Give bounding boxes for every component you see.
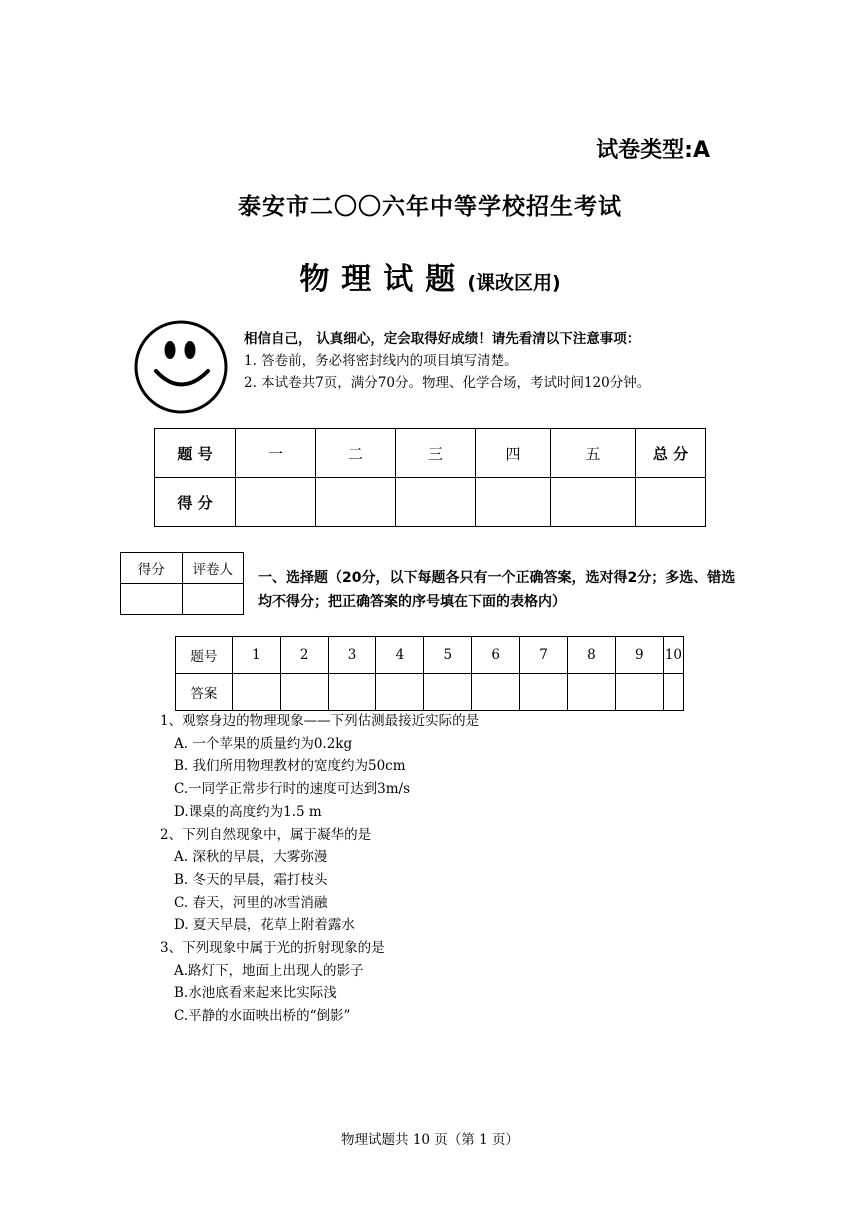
grader-name-cell[interactable] xyxy=(182,584,244,615)
smiley-face-icon xyxy=(134,320,228,414)
question-number-cell: 6 xyxy=(472,637,520,674)
grader-header-cell: 评卷人 xyxy=(182,553,244,584)
question-number-cell: 4 xyxy=(376,637,424,674)
question-option: C.一同学正常步行时的速度可达到3m/s xyxy=(174,781,411,798)
subject-main: 物理试题 xyxy=(299,262,468,297)
answer-row-label: 答案 xyxy=(176,674,233,711)
question-option: C.平静的水面映出桥的“倒影” xyxy=(174,1008,351,1025)
question-list xyxy=(160,710,479,1028)
question-stem: 1、观察身边的物理现象——下列估测最接近实际的是 xyxy=(160,713,480,729)
question-option: B. 冬天的早晨，霜打枝头 xyxy=(174,871,328,888)
question-number-cell: 5 xyxy=(424,637,472,674)
question-number-cell: 9 xyxy=(615,637,663,674)
paper-type-label: 试卷类型:A xyxy=(596,138,710,163)
question-option: C. 春天，河里的冰雪消融 xyxy=(174,894,328,911)
answer-cell[interactable] xyxy=(472,674,520,711)
question-stem: 2、下列自然现象中，属于凝华的是 xyxy=(160,826,372,843)
notice-item: 1. 答卷前，务必将密封线内的项目填写清楚。 xyxy=(244,353,518,369)
question-option: B. 我们所用物理教材的宽度约为50cm xyxy=(174,758,406,775)
question-option: B.水池底看来起来比实际浅 xyxy=(174,985,337,1002)
question-number-cell: 8 xyxy=(567,637,615,674)
answer-cell[interactable] xyxy=(376,674,424,711)
question-option: A.路灯下，地面上出现人的影子 xyxy=(174,962,364,979)
subject-title xyxy=(0,254,860,298)
answer-cell[interactable] xyxy=(615,674,663,711)
score-cell[interactable] xyxy=(236,478,316,527)
score-cell[interactable] xyxy=(476,478,551,527)
question-number-cell: 7 xyxy=(520,637,568,674)
score-header-cell: 四 xyxy=(476,429,551,478)
score-header-cell: 一 xyxy=(236,429,316,478)
question-number-cell: 2 xyxy=(280,637,328,674)
answer-cell[interactable] xyxy=(663,674,683,711)
grader-score-cell[interactable] xyxy=(121,584,183,615)
question-option: D. 夏天早晨，花草上附着露水 xyxy=(174,917,355,934)
score-header-cell: 五 xyxy=(551,429,636,478)
answer-cell[interactable] xyxy=(328,674,376,711)
answer-table-answer-row xyxy=(176,674,684,711)
answer-cell[interactable] xyxy=(232,674,280,711)
answer-row-label: 题号 xyxy=(176,637,233,674)
score-header-cell: 二 xyxy=(316,429,396,478)
answer-cell[interactable] xyxy=(424,674,472,711)
notice-item: 2. 本试卷共7页，满分70分。物理、化学合场，考试时间120分钟。 xyxy=(244,375,651,391)
score-row-label: 得 分 xyxy=(155,478,236,527)
score-table-header-row xyxy=(155,429,706,478)
grader-header-row xyxy=(121,553,244,584)
answer-cell[interactable] xyxy=(280,674,328,711)
question-option: A. 深秋的早晨，大雾弥漫 xyxy=(174,849,328,866)
grader-header-cell: 得分 xyxy=(121,553,183,584)
notice-block xyxy=(244,328,650,394)
question-option: D.课桌的高度约为1.5 m xyxy=(174,803,322,820)
section-heading: 一、选择题（20分，以下每题各只有一个正确答案，选对得2分；多选、错选均不得分；把正确答案的序号填在下面的表格内） xyxy=(258,570,736,610)
grader-input-row xyxy=(121,584,244,615)
question-option: A. 一个苹果的质量约为0.2kg xyxy=(174,735,353,752)
score-cell[interactable] xyxy=(396,478,476,527)
score-cell[interactable] xyxy=(636,478,706,527)
score-header-cell: 题 号 xyxy=(155,429,236,478)
question-number-cell: 3 xyxy=(328,637,376,674)
score-cell[interactable] xyxy=(551,478,636,527)
answer-table xyxy=(175,636,684,711)
answer-cell[interactable] xyxy=(520,674,568,711)
score-table xyxy=(154,428,706,527)
grader-table xyxy=(120,552,244,615)
score-cell[interactable] xyxy=(316,478,396,527)
score-header-cell: 总 分 xyxy=(636,429,706,478)
notice-intro: 相信自己， 认真细心，定会取得好成绩！请先看清以下注意事项： xyxy=(244,331,641,347)
question-number-cell: 10 xyxy=(663,637,683,674)
question-number-cell: 1 xyxy=(232,637,280,674)
answer-cell[interactable] xyxy=(567,674,615,711)
score-header-cell: 三 xyxy=(396,429,476,478)
subject-sub: (课改区用) xyxy=(467,272,561,294)
page-footer: 物理试题共 10 页（第 1 页） xyxy=(341,1132,519,1148)
question-stem: 3、下列现象中属于光的折射现象的是 xyxy=(160,940,385,957)
exam-title: 泰安市二〇〇六年中等学校招生考试 xyxy=(238,194,622,220)
answer-table-number-row xyxy=(176,637,684,674)
score-table-score-row xyxy=(155,478,706,527)
